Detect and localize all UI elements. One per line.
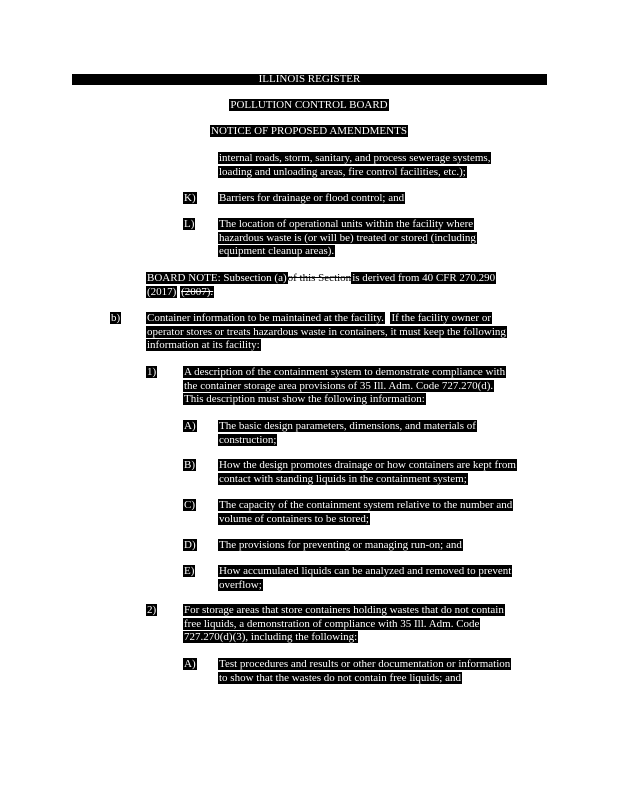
item-1b-text: How the design promotes drainage or how containers are kept from contact with standing liquids in the containment system;: [219, 459, 516, 485]
item-1a-text: The basic design parameters, dimensions, and materials of construction;: [219, 420, 476, 446]
struck-text: of this Section: [287, 272, 352, 284]
item-b-label: b): [111, 312, 121, 324]
item-1-text: A description of the containment system to demonstrate compliance with the container storage area provisions of 35 Ill. Adm. Code 727.270(d). This description must show the following information:: [184, 366, 506, 405]
item-2-label: 2): [147, 604, 157, 616]
register-header: [72, 74, 547, 85]
item-1b-label: B): [184, 459, 195, 471]
item-k-text: Barriers for drainage or flood control; and: [219, 192, 405, 204]
item-1e-label: E): [184, 565, 195, 577]
item-l-label: L): [184, 218, 195, 230]
board-note: BOARD NOTE: Subsection (a)of this Sectionis derived from 40 CFR 270.290 (2017) (2007).: [147, 272, 496, 298]
item-1d-label: D): [184, 539, 196, 551]
item-2a-text: Test procedures and results or other documentation or information to show that the wastes do not contain free liquids; and: [219, 658, 511, 684]
item-b-text: Container information to be maintained at the facility. If the facility owner or operator stores or treats hazardous waste in containers, it must keep the following information at its facility:: [147, 312, 506, 351]
item-2a-label: A): [184, 658, 196, 670]
item-1d-text: The provisions for preventing or managing run-on; and: [219, 539, 462, 551]
continuation-text: internal roads, storm, sanitary, and process sewerage systems, loading and unloading areas, fire control facilities, etc.);: [219, 152, 491, 178]
item-1e-text: How accumulated liquids can be analyzed and removed to prevent overflow;: [219, 565, 512, 591]
item-1c-text: The capacity of the containment system relative to the number and volume of containers to be stored;: [219, 499, 513, 525]
item-k-label: K): [184, 192, 196, 204]
struck-year: (2007).: [181, 285, 214, 298]
item-l-text: The location of operational units within the facility where hazardous waste is (or will be) treated or stored (including equipment cleanup areas).: [219, 218, 476, 257]
item-1a-label: A): [184, 420, 196, 432]
item-1c-label: C): [184, 499, 195, 511]
board-title: POLLUTION CONTROL BOARD: [230, 99, 388, 111]
notice-title: NOTICE OF PROPOSED AMENDMENTS: [211, 125, 407, 137]
item-2-text: For storage areas that store containers holding wastes that do not contain free liquids, a demonstration of compliance with 35 Ill. Adm. Code 727.270(d)(3), including the following:: [184, 604, 504, 643]
item-1-label: 1): [147, 366, 157, 378]
register-title: ILLINOIS REGISTER: [258, 73, 361, 85]
